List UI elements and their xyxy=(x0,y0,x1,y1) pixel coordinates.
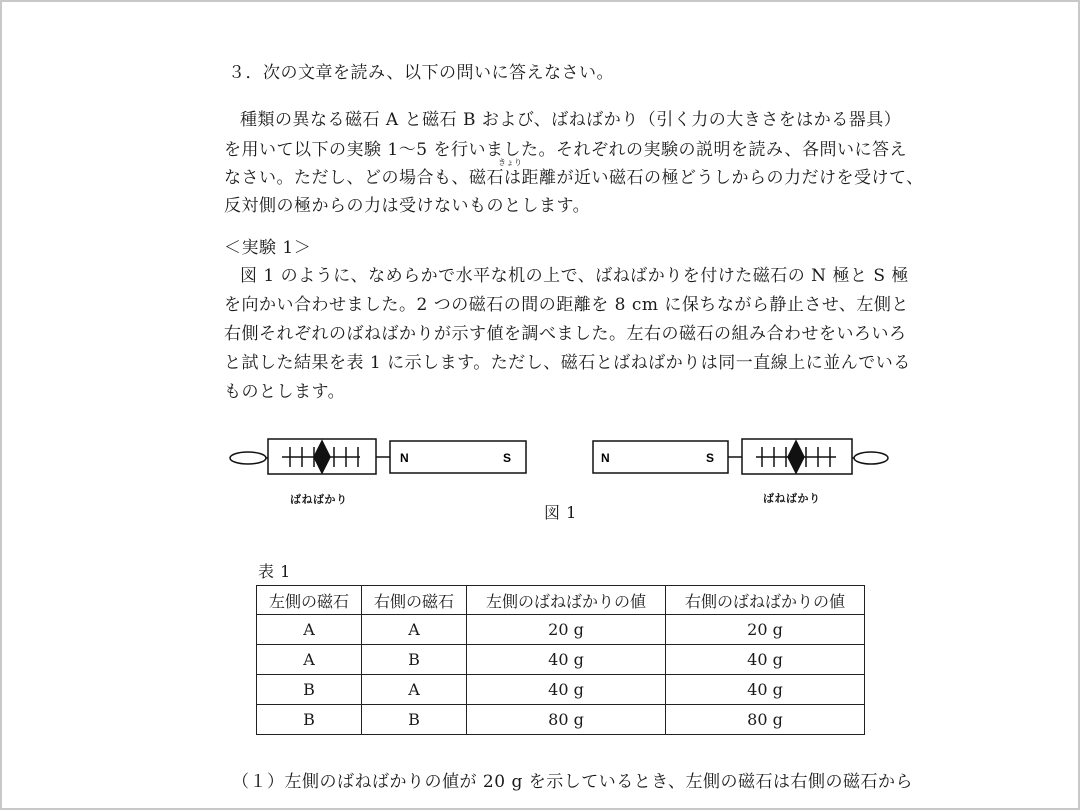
cutoff-line xyxy=(250,800,900,810)
table1-row xyxy=(257,705,865,735)
experiment1-line-3: 右側それぞれのばねばかりが示す値を調べました。左右の磁石の組み合わせをいろいろ xyxy=(224,324,907,344)
question-heading: ３．次の文章を読み、以下の問いに答えなさい。 xyxy=(228,63,615,83)
figure1-caption: 図 1 xyxy=(544,503,577,522)
table1-cell: A xyxy=(257,615,362,645)
table1 xyxy=(256,585,865,735)
table1-header-cell: 左側のばねばかりの値 xyxy=(467,586,666,615)
experiment1-line-1: 図 1 のように、なめらかで水平な机の上で、ばねばかりを付けた磁石の N 極と S 極 xyxy=(240,266,909,286)
table1-cell: A xyxy=(362,675,467,705)
table1-cell: 80 g xyxy=(467,705,666,735)
table1-cell: 40 g xyxy=(666,675,865,705)
table1-cell: B xyxy=(257,705,362,735)
table1-cell: A xyxy=(257,645,362,675)
intro-line-4: 反対側の極からの力は受けないものとします。 xyxy=(224,196,591,216)
left-magnet-n-label: N xyxy=(400,451,409,465)
intro-line-2: を用いて以下の実験 1〜5 を行いました。それぞれの実験の説明を読み、各問いに答え xyxy=(224,140,907,160)
left-scale-label: ばねばかり xyxy=(290,493,348,506)
table1-header-cell: 右側のばねばかりの値 xyxy=(666,586,865,615)
table1-cell: 40 g xyxy=(467,645,666,675)
table1-cell: B xyxy=(362,705,467,735)
table1-header-row xyxy=(257,586,865,615)
experiment1-line-5: ものとします。 xyxy=(224,382,346,402)
intro-line-3: なさい。ただし、どの場合も、磁石は距離が近い磁石の極どうしからの力だけを受けて、 xyxy=(224,168,924,188)
right-magnet-s-label: S xyxy=(706,451,715,465)
table1-row xyxy=(257,615,865,645)
table1-row xyxy=(257,645,865,675)
left-spring-scale xyxy=(230,439,390,474)
ruby-kyori: きょり xyxy=(498,158,522,167)
experiment1-line-4: と試した結果を表 1 に示します。ただし、磁石とばねばかりは同一直線上に並んでいる xyxy=(224,353,911,373)
table1-row xyxy=(257,675,865,705)
table1-cell: 20 g xyxy=(666,615,865,645)
left-magnet-s-label: S xyxy=(503,451,512,465)
table1-header-cell: 左側の磁石 xyxy=(257,586,362,615)
table1-cell: A xyxy=(362,615,467,645)
intro-line-1: 種類の異なる磁石 A と磁石 B および、ばねばかり（引く力の大きさをはかる器具） xyxy=(240,110,902,130)
experiment1-title: ＜実験 1＞ xyxy=(224,238,312,258)
right-magnet-n-label: N xyxy=(601,451,610,465)
right-scale-label: ばねばかり xyxy=(763,492,821,505)
experiment1-line-2: を向かい合わせました。2 つの磁石の間の距離を 8 cm に保ちながら静止させ、左側と xyxy=(224,295,909,315)
table1-cell: 20 g xyxy=(467,615,666,645)
table1-caption: 表 1 xyxy=(258,562,291,581)
table1-cell: 40 g xyxy=(666,645,865,675)
table1-header-cell: 右側の磁石 xyxy=(362,586,467,615)
question1-line: （１）左側のばねばかりの値が 20 g を示しているとき、左側の磁石は右側の磁石から xyxy=(232,772,914,792)
right-spring-scale xyxy=(728,439,888,474)
table1-cell: 40 g xyxy=(467,675,666,705)
table1-cell: B xyxy=(257,675,362,705)
table1-cell: B xyxy=(362,645,467,675)
table1-cell: 80 g xyxy=(666,705,865,735)
